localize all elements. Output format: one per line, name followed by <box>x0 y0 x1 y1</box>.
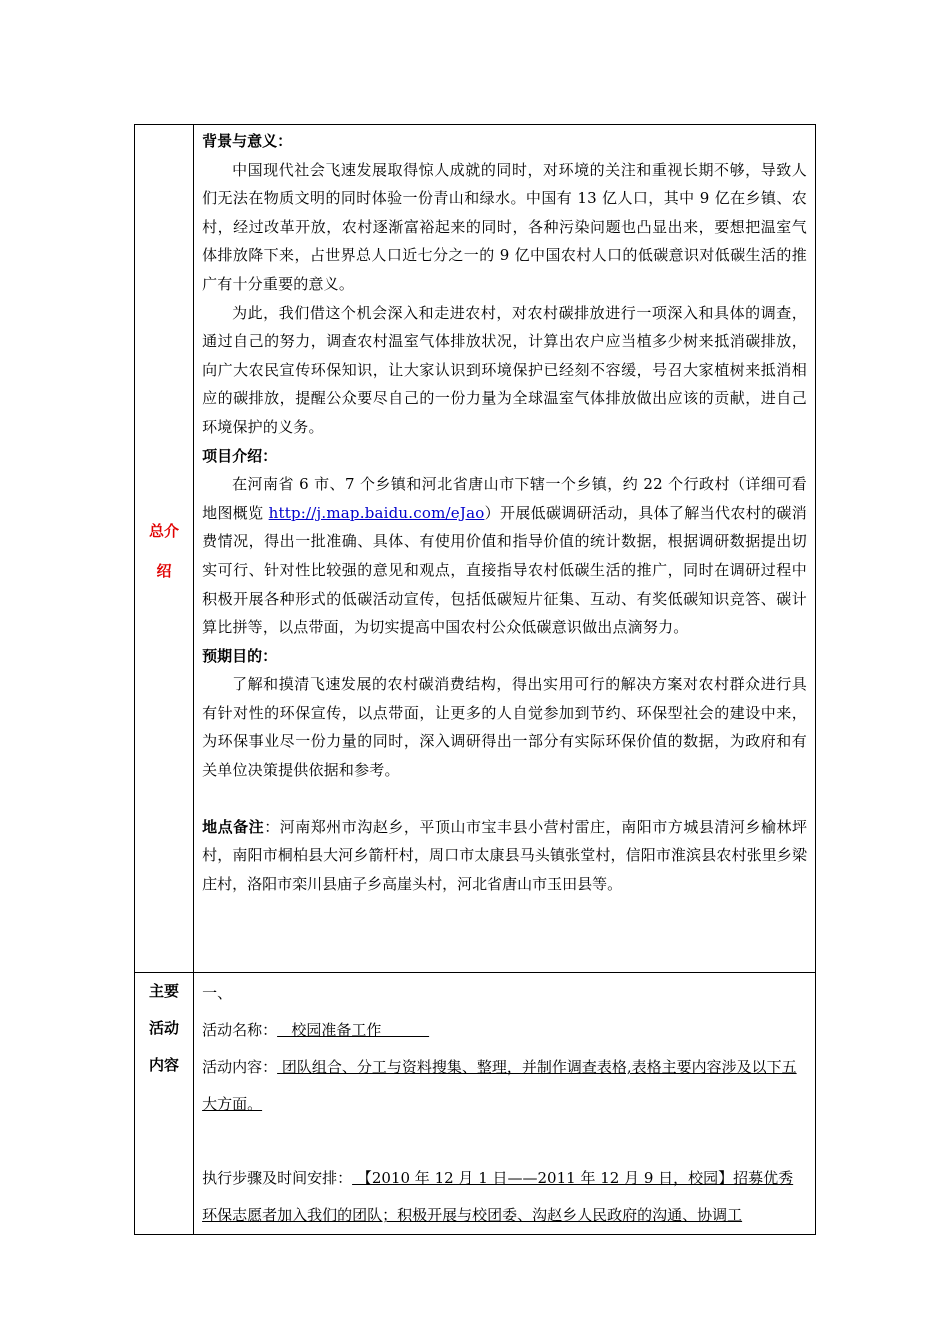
background-heading: 背景与意义： <box>202 132 293 150</box>
activity-content-value: 团队组合、分工与资料搜集、整理，并制作调查表格,表格主要内容涉及以下五大方面。 <box>202 1058 797 1113</box>
activity-row <box>135 973 816 1235</box>
activity-label-line1: 主要 <box>149 982 180 1000</box>
activity-schedule-label: 执行步骤及时间安排： <box>202 1169 353 1187</box>
activity-content-line <box>202 1049 807 1123</box>
overview-row <box>135 125 816 973</box>
activity-label-line2: 活动 <box>149 1019 180 1037</box>
document-table <box>134 124 816 1235</box>
spacer <box>202 1123 807 1160</box>
project-text-after-link: ）开展低碳调研活动，具体了解当代农村的碳消费情况，得出一批准确、具体、有使用价值和指导价值的统计数据，根据调研数据提出切实可行、针对性比较强的意见和观点，直接指导农村低碳生活的推广，同时在调研过程中积极开展各种形式的低碳活动宣传，包括低碳短片征集、互动、有奖低碳知识竞答、碳计算比拼等，以点带面，为切实提高中国农村公众低碳意识做出点滴努力。 <box>202 503 807 637</box>
activity-name-line <box>202 1012 807 1049</box>
activity-schedule-value: 【2010 年 12 月 1 日——2011 年 12 月 9 日，校园】招募优秀环保志愿者加入我们的团队；积极开展与校团委、沟赵乡人民政府的沟通、协调工 <box>202 1169 794 1224</box>
activity-content-label: 活动内容： <box>202 1058 278 1076</box>
activity-name-value: 校园准备工作 <box>277 1021 430 1039</box>
location-label: 地点备注 <box>202 817 265 836</box>
activity-name-label: 活动名称： <box>202 1021 278 1039</box>
goal-paragraph: 了解和摸清飞速发展的农村碳消费结构，得出实用可行的解决方案对农村群众进行具有针对性的环保宣传，以点带面，让更多的人自觉参加到节约、环保型社会的建设中来，为环保事业尽一份力量的同时，深入调研得出一部分有实际环保价值的数据，为政府和有关单位决策提供依据和参考。 <box>202 675 807 780</box>
location-note <box>202 813 807 899</box>
project-paragraph <box>202 470 807 642</box>
project-text-before-link: 在河南省 6 市、7 个乡镇和河北省唐山市下辖一个乡镇，约 22 个行政村（详细可看地图概览 <box>202 475 807 522</box>
map-link[interactable]: http://j.map.baidu.com/eJao <box>268 503 485 522</box>
overview-label-line1: 总介 <box>149 521 180 540</box>
overview-label-cell <box>135 125 194 973</box>
overview-label-line2: 绍 <box>156 561 172 580</box>
activity-label-line3: 内容 <box>149 1056 180 1074</box>
spacer <box>202 785 807 813</box>
project-heading: 项目介绍： <box>202 446 278 465</box>
background-paragraph-1: 中国现代社会飞速发展取得惊人成就的同时，对环境的关注和重视长期不够，导致人们无法在物质文明的同时体验一份青山和绿水。中国有 13 亿人口，其中 9 亿在乡镇、农村，经过改革开放，农村逐渐富裕起来的同时，各种污染问题也凸显出来，要想把温室气体排放降下来，占世界总人口近七分之一的 9 亿中国农村人口的低碳意识对低碳生活的推广有十分重要的意义。 <box>202 160 807 293</box>
goal-heading: 预期目的： <box>202 646 278 665</box>
activity-label-cell <box>135 973 194 1235</box>
location-text: ：河南郑州市沟赵乡，平顶山市宝丰县小营村雷庄，南阳市方城县清河乡榆林坪村，南阳市桐柏县大河乡箭杆村，周口市太康县马头镇张堂村，信阳市淮滨县农村张里乡梁庄村，洛阳市栾川县庙子乡高崖头村，河北省唐山市玉田县等。 <box>202 817 807 893</box>
activity-item-number: 一、 <box>202 984 233 1002</box>
background-paragraph-2: 为此，我们借这个机会深入和走进农村，对农村碳排放进行一项深入和具体的调查，通过自己的努力，调查农村温室气体排放状况，计算出农户应当植多少树来抵消碳排放，向广大农民宣传环保知识，让大家认识到环境保护已经刻不容缓，号召大家植树来抵消相应的碳排放，提醒公众要尽自己的一份力量为全球温室气体排放做出应该的贡献，进自己环境保护的义务。 <box>202 303 807 436</box>
activity-schedule-line <box>202 1160 807 1234</box>
activity-body-cell <box>194 973 816 1235</box>
overview-body-cell <box>194 125 816 973</box>
